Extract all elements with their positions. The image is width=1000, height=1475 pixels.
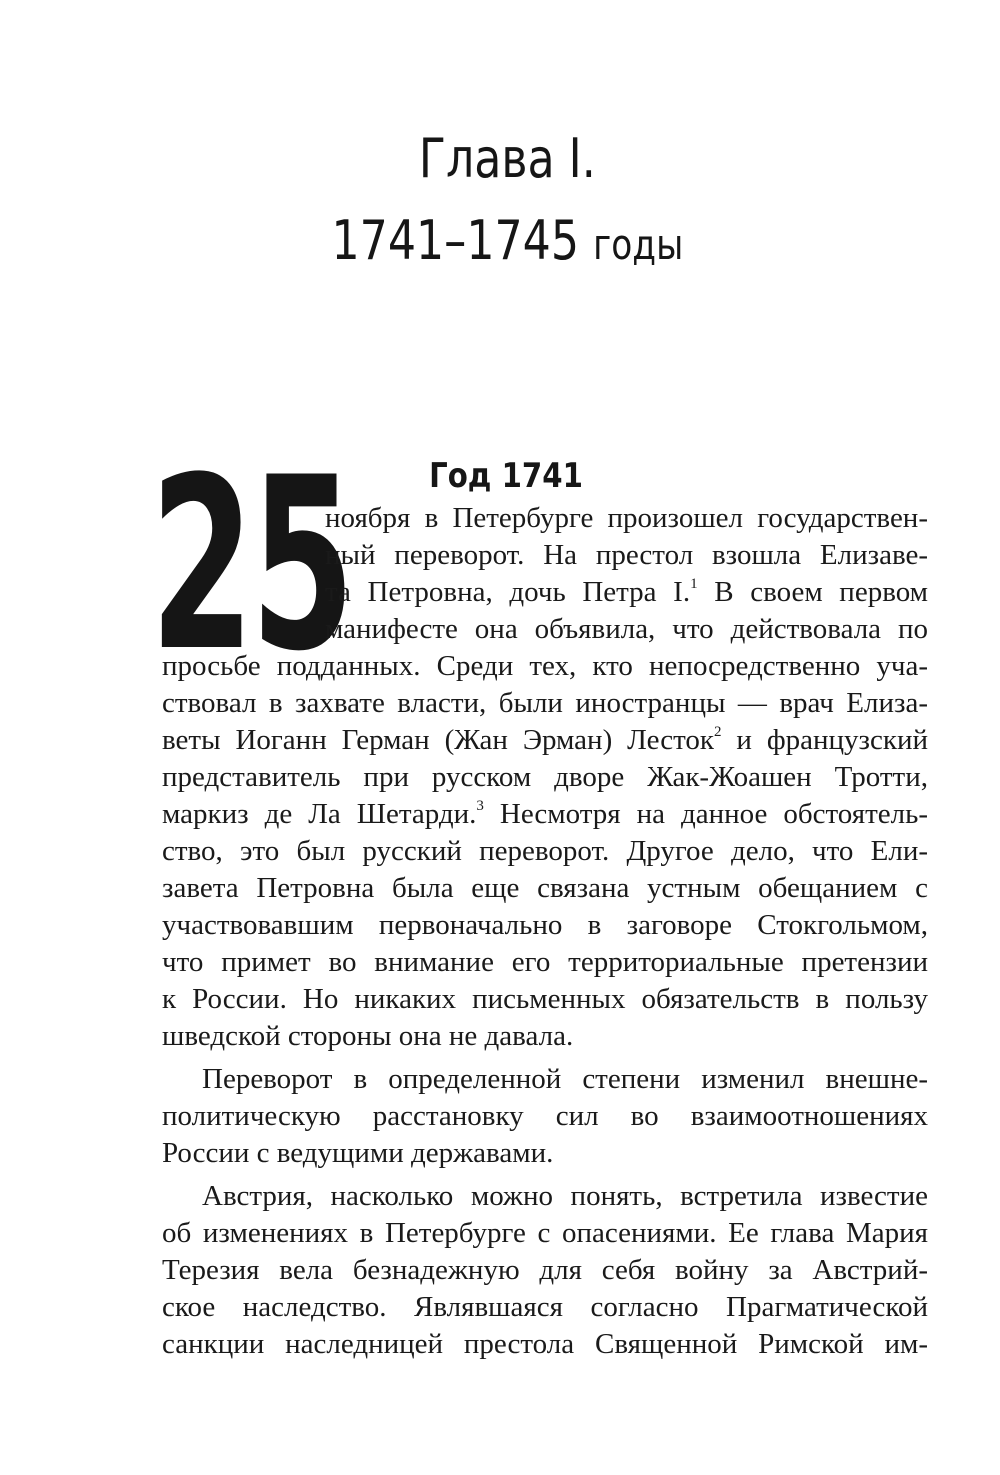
text-line: манифесте она объявила, что действовала по — [325, 613, 928, 645]
text-line — [162, 722, 928, 759]
text-line: России с ведущими державами. — [162, 1137, 554, 1169]
text-line: шведской стороны она не давала. — [162, 1020, 574, 1052]
text-line: представитель при русском дворе Жак-Жоашен Тротти, — [162, 761, 928, 793]
text-line: ство, это был русский переворот. Другое дело, что Ели- — [162, 835, 928, 867]
text-line: Переворот в определенной степени изменил внешне- — [202, 1063, 928, 1095]
text-line: политическую расстановку сил во взаимоотношениях — [162, 1100, 928, 1132]
text-line: завета Петровна была еще связана устным обещанием с — [162, 872, 928, 904]
text-line: участвовавшим первоначально в заговоре Стокгольмом, — [162, 909, 928, 941]
drop-cap-numeral: 25 — [150, 427, 352, 704]
text-span: веты Иоганн Герман (Жан Эрман) Лесток — [162, 724, 714, 756]
text-line: ское наследство. Являвшаяся согласно Прагматической — [162, 1291, 928, 1323]
text-span: и французский — [721, 724, 928, 756]
text-line: ствовал в захвате власти, были иностранцы — врач Елиза- — [162, 687, 928, 719]
text-line: Терезия вела безнадежную для себя войну за Австрий- — [162, 1254, 928, 1286]
chapter-years: 1741–1745 — [331, 209, 580, 272]
section-title: Год 1741 — [429, 456, 583, 496]
text-line — [162, 574, 928, 611]
chapter-years-word: годы — [593, 220, 684, 269]
text-span: В своем первом — [697, 576, 928, 608]
text-span: та Петровна, дочь Петра I. — [325, 576, 691, 608]
text-line: что примет во внимание его территориальные претензии — [162, 946, 928, 978]
footnote-ref: 3 — [476, 798, 484, 814]
text-line: просьбе подданных. Среди тех, кто непосредственно уча- — [162, 650, 928, 682]
footnote-ref: 2 — [713, 724, 722, 740]
text-line: санкции наследницей престола Священной Римской им- — [162, 1328, 928, 1360]
text-line: об изменениях в Петербурге с опасениями. Ее глава Мария — [162, 1217, 928, 1249]
body-text — [162, 500, 928, 1363]
text-span: Несмотря на данное обстоятель- — [483, 798, 928, 830]
text-line — [162, 796, 928, 833]
text-line: ноября в Петербурге произошел государствен- — [325, 502, 928, 534]
footnote-ref: 1 — [690, 576, 698, 592]
chapter-title — [97, 118, 917, 286]
chapter-title-line1: Глава I. — [418, 127, 596, 190]
text-line: ный переворот. На престол взошла Елизаве- — [325, 539, 928, 571]
text-span: маркиз де Ла Шетарди. — [162, 798, 477, 830]
text-line: к России. Но никаких письменных обязательств в пользу — [162, 983, 928, 1015]
chapter-title-line2 — [97, 200, 917, 286]
text-line: Австрия, насколько можно понять, встретила известие — [202, 1180, 928, 1212]
